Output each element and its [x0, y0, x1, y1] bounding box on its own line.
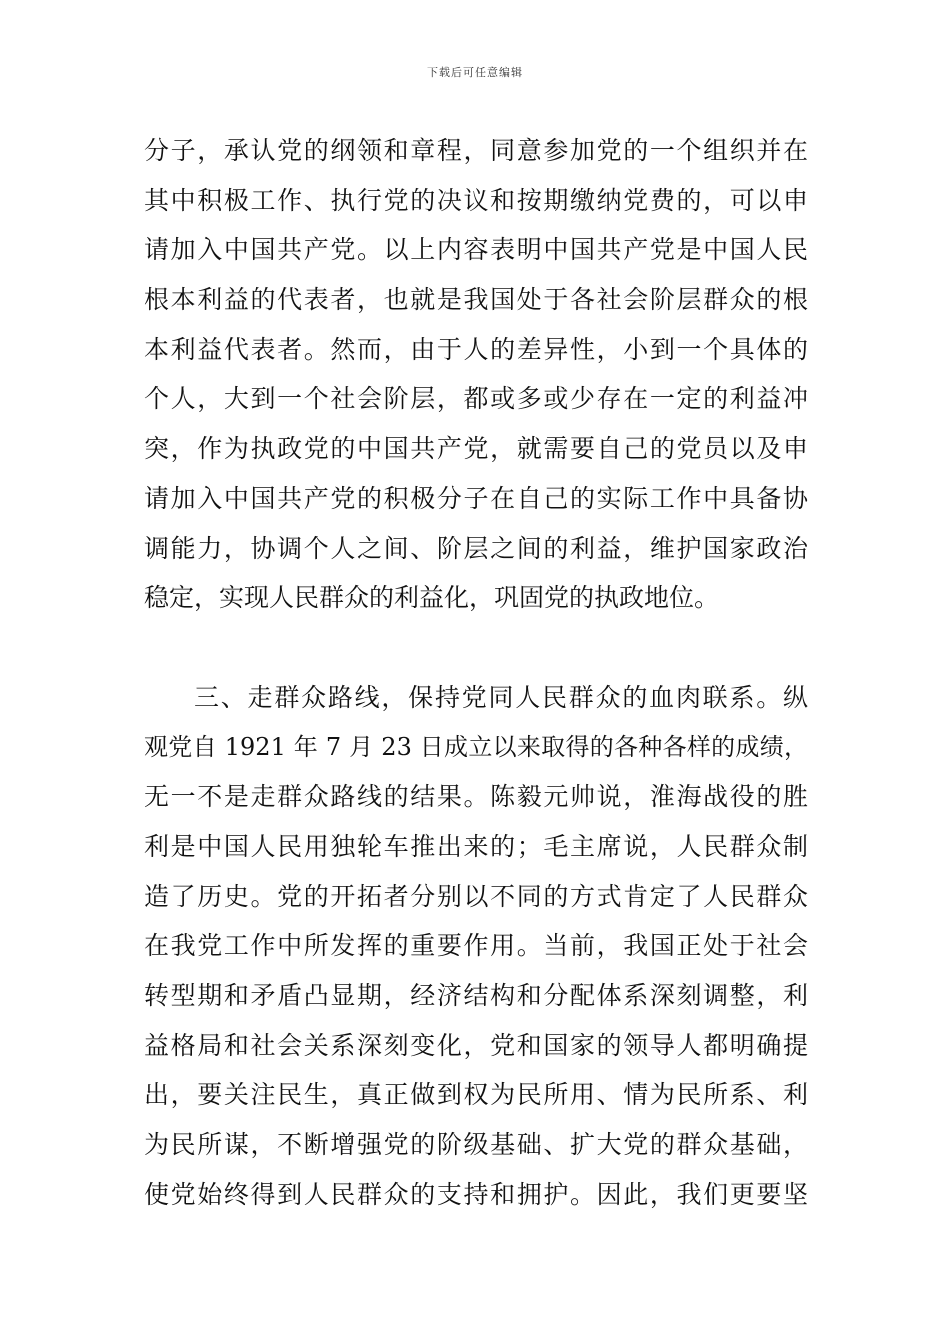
- text-line: 三、走群众路线，保持党同人民群众的血肉联系。纵: [194, 682, 808, 712]
- text-line: 益格局和社会关系深刻变化，党和国家的领导人都明确提: [144, 1030, 808, 1060]
- text-line: 根本利益的代表者，也就是我国处于各社会阶层群众的根: [144, 285, 808, 315]
- paragraph-1: [144, 126, 808, 623]
- text-line: 观党自 1921 年 7 月 23 日成立以来取得的各种各样的成绩，: [144, 732, 808, 761]
- text-line: 造了历史。党的开拓者分别以不同的方式肯定了人民群众: [144, 881, 808, 911]
- text-line: 利是中国人民用独轮车推出来的；毛主席说，人民群众制: [144, 831, 808, 861]
- paragraph-spacer: [144, 623, 808, 673]
- text-line: 转型期和矛盾凸显期，经济结构和分配体系深刻调整，利: [144, 981, 808, 1010]
- text-line: 其中积极工作、执行党的决议和按期缴纳党费的，可以申: [144, 185, 808, 215]
- document-body: [144, 126, 808, 1219]
- text-line: 为民所谋，不断增强党的阶级基础、扩大党的群众基础，: [144, 1130, 808, 1160]
- text-line: 分子，承认党的纲领和章程，同意参加党的一个组织并在: [144, 136, 808, 165]
- text-line: 无一不是走群众路线的结果。陈毅元帅说，淮海战役的胜: [144, 782, 808, 812]
- page-header: 下载后可任意编辑: [427, 66, 523, 79]
- text-line: 出，要关注民生，真正做到权为民所用、情为民所系、利: [144, 1080, 808, 1110]
- paragraph-2: [144, 673, 808, 1220]
- text-line: 个人，大到一个社会阶层，都或多或少存在一定的利益冲: [144, 384, 808, 414]
- text-line: 稳定，实现人民群众的利益化，巩固党的执政地位。: [144, 583, 720, 613]
- text-line: 调能力，协调个人之间、阶层之间的利益，维护国家政治: [144, 533, 808, 563]
- text-line: 请加入中国共产党的积极分子在自己的实际工作中具备协: [144, 483, 808, 513]
- text-line: 在我党工作中所发挥的重要作用。当前，我国正处于社会: [144, 931, 808, 961]
- text-line: 本利益代表者。然而，由于人的差异性，小到一个具体的: [144, 334, 808, 364]
- text-line: 使党始终得到人民群众的支持和拥护。因此，我们更要坚: [144, 1179, 808, 1209]
- text-line: 突，作为执政党的中国共产党，就需要自己的党员以及申: [144, 434, 808, 464]
- text-line: 请加入中国共产党。以上内容表明中国共产党是中国人民: [144, 235, 808, 265]
